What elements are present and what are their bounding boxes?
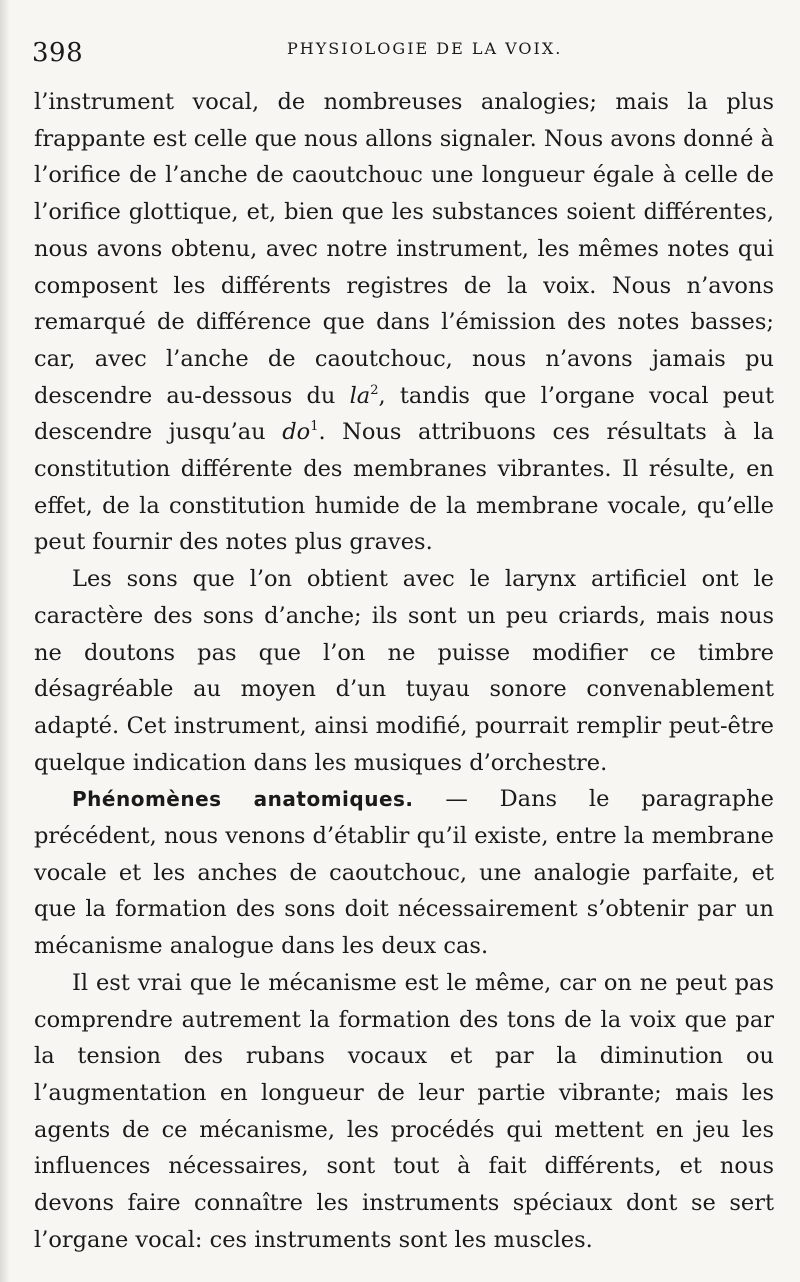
paragraph-4: Il est vrai que le mécanisme est le même, car on ne peut pas comprendre autrement la formation des tons de la voix que par la tension des rubans vocaux et par la diminution ou l’augmentation en longueur de leur partie vibrante; mais les agents de ce mécanisme, les procédés qui mettent en jeu les influences nécessaires, sont tout à fait différents, et nous devons faire connaître les instruments spéciaux dont se sert l’organe vocal: ces instruments sont les muscles. — [34, 969, 774, 1253]
note-name-la: la — [349, 382, 371, 409]
paragraph-3-text: — Dans le paragraphe précédent, nous venons d’établir qu’il existe, entre la membrane vocale et les anches de caoutchouc, une analogie parfaite, et que la formation des sons doit nécessairement s’obtenir par un mécanisme analogue dans les deux cas. — [34, 786, 774, 960]
page-number: 398 — [32, 38, 84, 68]
page-edge-shadow — [0, 0, 10, 1282]
note-octave-la: 2 — [370, 382, 379, 398]
paragraph-2: Les sons que l’on obtient avec le larynx artificiel ont le caractère des sons d’anche; ils sont un peu criards, mais nous ne doutons pas que l’on ne puisse modifier ce timbre désagréable au moyen d’un tuyau sonore convenablement adapté. Cet instrument, ainsi modifié, pourrait remplir peut-être quelque indication dans les musiques d’orchestre. — [34, 566, 774, 776]
body-text — [34, 84, 774, 1259]
section-heading: Phénomènes anatomiques. — [72, 787, 414, 812]
running-title: PHYSIOLOGIE DE LA VOIX. — [287, 39, 563, 58]
paragraph-1-text-a: l’instrument vocal, de nombreuses analogies; mais la plus frappante est celle que nous allons signaler. Nous avons donné à l’orifice de l’anche de caoutchouc une longueur égale à celle de l’orifice glottique, et, bien que les substances soient différentes, nous avons obtenu, avec notre instrument, les mêmes notes qui composent les différents registres de la voix. Nous n’avons remarqué de différence que dans l’émission des notes basses; car, avec l’anche de caoutchouc, nous n’avons jamais pu descendre au-dessous du — [34, 89, 774, 409]
paragraph-1-text-c: . Nous attribuons ces résultats à la constitution différente des membranes vibrantes. Il résulte, en effet, de la constitution humide de la membrane vocale, qu’elle peut fournir des notes plus graves. — [34, 419, 774, 556]
paragraph-3 — [34, 781, 774, 965]
note-octave-do: 1 — [310, 419, 319, 435]
note-name-do: do — [282, 419, 311, 446]
page-header — [32, 38, 772, 72]
paragraph-1-text-b: , tandis que l’organe vocal peut descendre jusqu’au — [34, 382, 774, 446]
paragraph-1 — [34, 84, 774, 561]
